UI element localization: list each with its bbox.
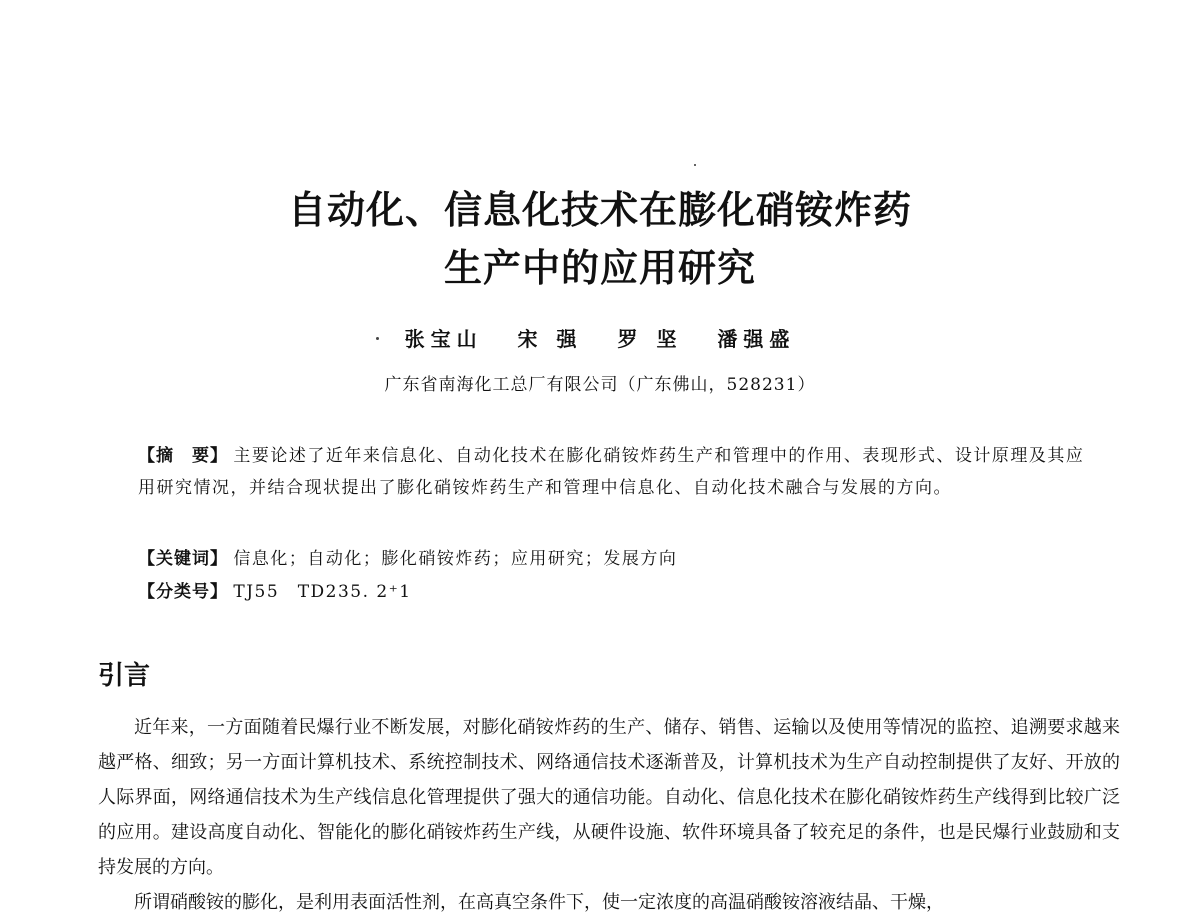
paper-title-line-1: 自动化、信息化技术在膨化硝铵炸药 [287,188,912,232]
author-list [0,325,1200,353]
scan-speck [694,164,696,166]
keywords [138,543,1088,575]
keywords-text: 信息化；自动化；膨化硝铵炸药；应用研究；发展方向 [233,549,678,569]
classification-label: 【分类号】 [138,582,228,602]
abstract [138,440,1088,504]
author-name: 张宝山 [404,327,483,351]
author-name: 宋 强 [517,327,583,351]
abstract-label: 【摘 要】 [138,446,228,466]
author-name: 潘强盛 [717,327,796,351]
section-title-introduction: 引言 [98,661,151,691]
classification-text: TJ55 TD235. 2⁺1 [233,582,412,602]
body-paragraph: 所谓硝酸铵的膨化，是利用表面活性剂，在高真空条件下，使一定浓度的高温硝酸铵溶液结晶、干燥， [134,892,944,913]
abstract-text: 主要论述了近年来信息化、自动化技术在膨化硝铵炸药生产和管理中的作用、表现形式、设计原理及其应用研究情况，并结合现状提出了膨化硝铵炸药生产和管理中信息化、自动化技术融合与发展的方向。 [138,446,1085,498]
affiliation: 广东省南海化工总厂有限公司（广东佛山，528231） [384,375,816,395]
keywords-label: 【关键词】 [138,549,228,569]
body-paragraph: 近年来，一方面随着民爆行业不断发展，对膨化硝铵炸药的生产、储存、销售、运输以及使用等情况的监控、追溯要求越来越严格、细致；另一方面计算机技术、系统控制技术、网络通信技术逐渐普及，计算机技术为生产自动控制提供了友好、开放的人际界面，网络通信技术为生产线信息化管理提供了强大的通信功能。自动化、信息化技术在膨化硝铵炸药生产线得到比较广泛的应用。建设高度自动化、智能化的膨化硝铵炸药生产线，从硬件设施、软件环境具备了较充足的条件，也是民爆行业鼓励和支持发展的方向。 [98,717,1120,878]
author-name: 罗 坚 [617,327,683,351]
paper-title-line-2: 生产中的应用研究 [443,246,756,290]
classification [138,576,1088,608]
